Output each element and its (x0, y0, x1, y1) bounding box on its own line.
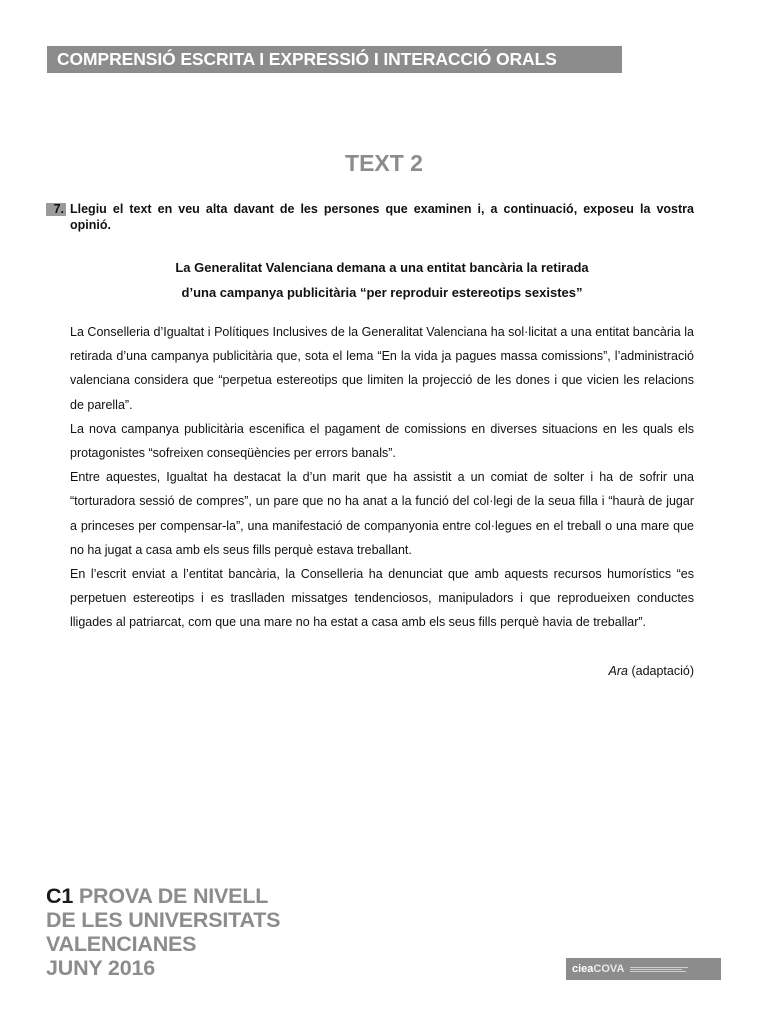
logo-part-1: ciea (572, 963, 594, 975)
article-paragraph: La Conselleria d’Igualtat i Polítiques Inclusives de la Generalitat Valenciana ha sol·licitat a una entitat bancària la retirada d’una campanya publicitària que, sota el lema “En la vida ja pagues massa comissions”, l’administració valenciana considera que “perpetua estereotips que limiten la projecció de les dones i que vicien les relacions de parella”. (70, 325, 694, 412)
article-headline (70, 255, 694, 305)
logo-part-2: COVA (593, 963, 625, 975)
article-source (70, 661, 694, 681)
ciea-cova-logo (566, 958, 721, 980)
article-paragraph: Entre aquestes, Igualtat ha destacat la d’un marit que ha assistit a un comiat de solter i ha de sofrir una “torturadora sessió de compres”, un pare que no ha anat a la funció del col·legi de la seua filla i “haurà de jugar a princeses per compensar-la”, una manifestació de companyonia entre col·legues en el treball o una mare que no ha jugat a casa amb els seus fills perquè estava treballant. (70, 470, 694, 557)
article-body (70, 320, 694, 635)
exam-footer-title (46, 884, 366, 980)
text-title: TEXT 2 (345, 150, 423, 176)
article-paragraph: En l’escrit enviat a l’entitat bancària, la Conselleria ha denunciat que amb aquests recursos humorístics “es perpetuen estereotips i es traslladen missatges tendenciosos, manipuladors i que reprodueixen conductes lligades al patriarcat, com que una mare no ha estat a casa amb els seus fills perquè havia de treballar”. (70, 567, 694, 630)
headline-line-2: d’una campanya publicitària “per reproduir estereotips sexistes” (181, 285, 583, 300)
footer-line-2: DE LES UNIVERSITATS (46, 908, 281, 932)
article-paragraph: La nova campanya publicitària escenifica el pagament de comissions en diverses situacions en les quals els protagonistes “sofreixen conseqüències per errors banals”. (70, 421, 694, 461)
footer-line-1: PROVA DE NIVELL (73, 884, 269, 908)
question-number: 7. (46, 203, 66, 216)
footer-line-4: JUNY 2016 (46, 956, 155, 980)
source-name: Ara (608, 664, 628, 678)
level-label: C1 (46, 884, 74, 908)
question-instruction: Llegiu el text en veu alta davant de les persones que examinen i, a continuació, exposeu la vostra opinió. (70, 202, 694, 232)
headline-line-1: La Generalitat Valenciana demana a una entitat bancària la retirada (175, 260, 589, 275)
footer-line-3: VALENCIANES (46, 932, 197, 956)
logo-fine-print (630, 967, 688, 972)
section-header: COMPRENSIÓ ESCRITA I EXPRESSIÓ I INTERACCIÓ ORALS (47, 46, 622, 73)
source-note: (adaptació) (627, 664, 694, 678)
